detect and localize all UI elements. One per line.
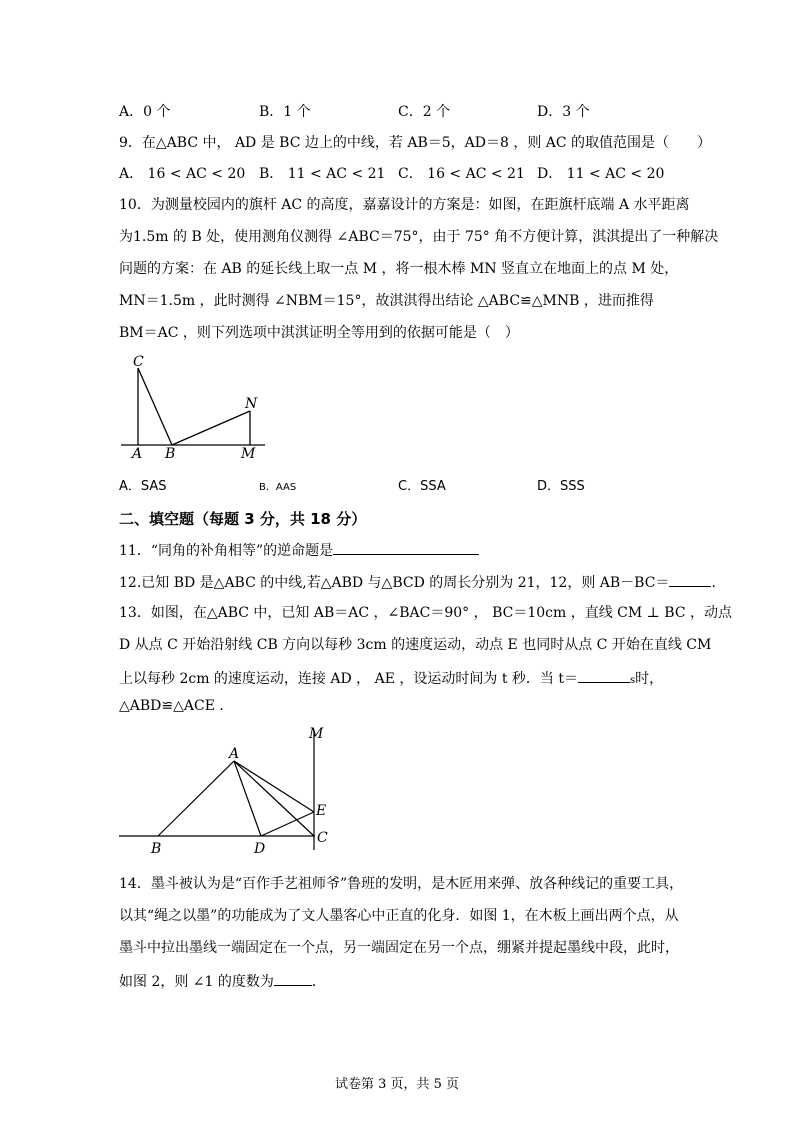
- q12: [119, 571, 716, 593]
- segment-cb: [138, 368, 172, 445]
- q10-option-b: B．AAS: [259, 482, 297, 493]
- label-b: B: [165, 446, 176, 462]
- label-a: A: [132, 446, 143, 462]
- q10-option-a: A．SAS: [119, 479, 167, 494]
- q13-unit: s: [630, 675, 636, 686]
- label-n: N: [245, 396, 258, 412]
- q11-text: 11．“同角的补角相等”的逆命题是: [119, 543, 334, 559]
- q14-line-2: 以其“绳之以墨”的功能成为了文人墨客心中正直的化身．如图 1，在木板上画出两个点，从: [119, 908, 679, 924]
- q9-options: [119, 164, 679, 184]
- q13-answer-blank: [578, 667, 630, 683]
- segment-ad: [234, 761, 261, 836]
- q13-line-4: △ABD≌△ACE ．: [119, 698, 234, 714]
- label-a: A: [229, 746, 240, 762]
- page-footer: 试卷第 3 页，共 5 页: [334, 1077, 460, 1092]
- label-m: M: [309, 726, 324, 742]
- segment-bn: [172, 411, 250, 445]
- label-c: C: [133, 354, 144, 370]
- label-m: M: [241, 446, 256, 462]
- q9-option-b: B． 11 < AC < 21: [259, 166, 386, 182]
- q14-last-text: 如图 2，则 ∠1 的度数为: [119, 974, 274, 990]
- label-c: C: [317, 830, 328, 846]
- segment-ae: [234, 761, 314, 812]
- label-e: E: [316, 803, 327, 819]
- q9-option-d: D． 11 < AC < 20: [537, 166, 665, 182]
- q8-option-a: A．0 个: [119, 104, 171, 120]
- q9-stem: 9．在△ABC 中， AD 是 BC 边上的中线，若 AB＝5，AD＝8 ，则 AC 的取值范围是（ ）: [119, 135, 712, 151]
- q10-option-c: C．SSA: [398, 479, 446, 494]
- q8-option-c: C．2 个: [398, 104, 451, 120]
- q10-figure: [115, 350, 275, 465]
- q8-options: [119, 102, 679, 122]
- q13-line-1: 13．如图，在△ABC 中，已知 AB＝AC ，∠BAC＝90° ， BC＝10cm ，直线 CM ⊥ BC ，动点: [119, 605, 732, 621]
- q11: [119, 539, 479, 561]
- q9-option-c: C． 16 < AC < 21: [398, 166, 525, 182]
- q10-line-2: 为1.5m 的 B 处，使用测角仪测得 ∠ABC＝75°，由于 75° 角不方便计算，淇淇提出了一种解决: [119, 229, 719, 245]
- q14-line-3: 墨斗中拉出墨线一端固定在一个点，另一端固定在另一个点，绷紧并提起墨线中段，此时，: [119, 940, 679, 956]
- q10-line-5: BM＝AC ，则下列选项中淇淇证明全等用到的依据可能是（ ）: [119, 325, 519, 341]
- q10-line-4: MN＝1.5m ，此时测得 ∠NBM＝15°，故淇淇得出结论 △ABC≌△MNB ，进而推得: [119, 293, 654, 309]
- q14-last-end: ．: [311, 974, 326, 990]
- q12-text: 12.已知 BD 是△ABC 的中线,若△ABD 与△BCD 的周长分别为 21，12，则 AB－BC＝: [119, 575, 670, 591]
- q10-line-3: 问题的方案：在 AB 的延长线上取一点 M ，将一根木棒 MN 竖直立在地面上的点 M 处，: [119, 261, 679, 277]
- q10-line-1: 10．为测量校园内的旗杆 AC 的高度，嘉嘉设计的方案是：如图，在距旗杆底端 A 水平距离: [119, 197, 690, 213]
- q12-end: .: [711, 575, 716, 591]
- q14-line-1: 14．墨斗被认为是“百作手艺祖师爷”鲁班的发明，是木匠用来弹、放各种线记的重要工具，: [119, 876, 684, 892]
- q10-option-d: D．SSS: [537, 479, 585, 494]
- q8-option-d: D．3 个: [537, 104, 590, 120]
- q11-answer-blank: [333, 539, 479, 555]
- q14-answer-blank: [274, 970, 312, 986]
- q13-line-3-text: 上以每秒 2cm 的速度运动，连接 AD ， AE ，设运动时间为 t 秒．当 t＝: [119, 671, 578, 687]
- q9-option-a: A． 16 < AC < 20: [119, 166, 246, 182]
- segment-ab: [158, 761, 234, 836]
- q13-figure: [115, 718, 345, 863]
- label-b: B: [151, 841, 162, 857]
- q10-options: [119, 477, 679, 497]
- q13-line-3: [119, 667, 663, 691]
- q12-answer-blank: [669, 571, 711, 587]
- label-d: D: [254, 841, 266, 857]
- segment-ac: [234, 761, 314, 836]
- q13-line-3-end: 时，: [635, 671, 664, 687]
- q14-line-4: [119, 970, 326, 992]
- section-heading: 二、填空题（每题 3 分，共 18 分）: [119, 510, 367, 528]
- segment-de: [261, 812, 314, 836]
- q8-option-b: B．1 个: [259, 104, 311, 120]
- q13-line-2: D 从点 C 开始沿射线 CB 方向以每秒 3cm 的速度运动，动点 E 也同时从点 C 开始在直线 CM: [119, 637, 712, 653]
